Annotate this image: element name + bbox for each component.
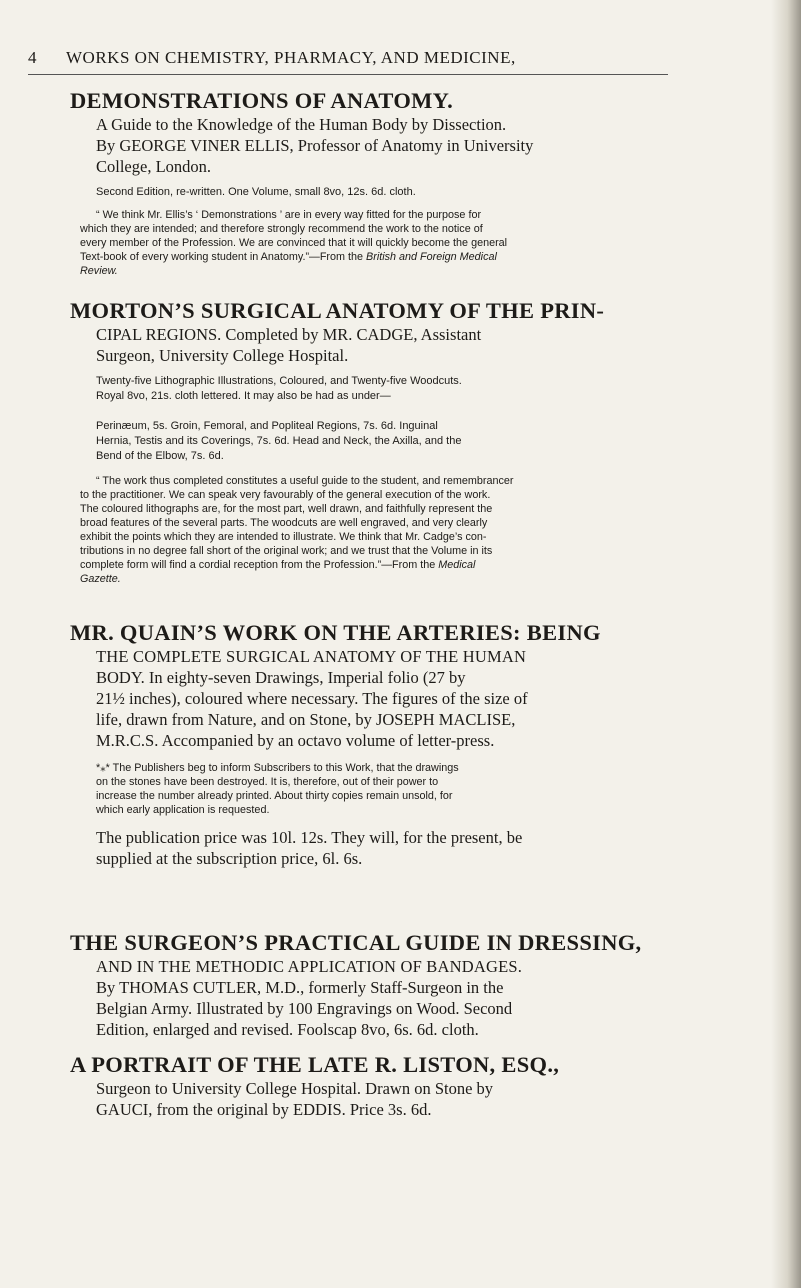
description-line: life, drawn from Nature, and on Stone, by JOSEPH MACLISE, — [96, 710, 516, 729]
review-line: complete form will find a cordial reception from the Profession.”—From the — [80, 559, 439, 571]
description-line: Surgeon to University College Hospital. Drawn on Stone by — [96, 1079, 494, 1098]
entry-title: THE SURGEON’S PRACTICAL GUIDE IN DRESSING, — [70, 930, 642, 955]
entry-quains-work-on-arteries — [70, 620, 670, 869]
edition-line: Perinæum, 5s. Groin, Femoral, and Popliteal Regions, 7s. 6d. Inguinal — [96, 420, 438, 432]
edition-line: Royal 8vo, 21s. cloth lettered. It may also be had as under— — [96, 390, 391, 402]
review-line: tributions in no degree fall short of the original work; and we trust that the Volume in its — [80, 545, 493, 557]
review-line: to the practitioner. We can speak very favourably of the general execution of the work. — [80, 489, 491, 501]
entry-title: A PORTRAIT OF THE LATE R. LISTON, ESQ., — [70, 1052, 560, 1077]
header-rule — [28, 74, 668, 75]
edition-line: Hernia, Testis and its Coverings, 7s. 6d. Head and Neck, the Axilla, and the — [96, 435, 462, 447]
running-title: WORKS ON CHEMISTRY, PHARMACY, AND MEDICINE, — [66, 48, 516, 67]
review-source: Review. — [80, 265, 118, 277]
price-line: The publication price was 10l. 12s. They will, for the present, be — [96, 828, 523, 847]
review-quote — [70, 208, 670, 278]
review-source: Medical — [438, 559, 476, 571]
description-line: A Guide to the Knowledge of the Human Body by Dissection. — [96, 115, 507, 134]
description-line: CIPAL REGIONS. Completed by MR. CADGE, Assistant — [96, 325, 482, 344]
review-line: which they are intended; and therefore strongly recommend the work to the notice of — [80, 223, 483, 235]
note-line: on the stones have been destroyed. It is, therefore, out of their power to — [96, 776, 439, 788]
entry-description — [70, 114, 670, 177]
review-line: “ We think Mr. Ellis’s ‘ Demonstrations ’ are in every way fitted for the purpose for — [96, 209, 482, 221]
running-head — [28, 48, 668, 68]
description-line: BODY. In eighty-seven Drawings, Imperial folio (27 by — [96, 668, 466, 687]
price-statement — [70, 827, 670, 869]
entry-description — [70, 1078, 670, 1120]
description-line: Surgeon, University College Hospital. — [96, 346, 349, 365]
review-quote — [70, 474, 670, 586]
review-line: “ The work thus completed constitutes a useful guide to the student, and remembrancer — [96, 475, 514, 487]
review-line: every member of the Profession. We are convinced that it will quickly become the general — [80, 237, 508, 249]
entry-description — [70, 646, 670, 751]
entry-mortons-surgical-anatomy — [70, 298, 670, 586]
description-line: Edition, enlarged and revised. Foolscap 8vo, 6s. 6d. cloth. — [96, 1020, 479, 1039]
description-line: GAUCI, from the original by EDDIS. Price 3s. 6d. — [96, 1100, 432, 1119]
description-line: College, London. — [96, 157, 212, 176]
review-line: Text-book of every working student in Anatomy.”—From the — [80, 251, 367, 263]
entry-surgeons-practical-guide — [70, 930, 670, 1040]
entry-title: DEMONSTRATIONS OF ANATOMY. — [70, 88, 454, 113]
entry-portrait-of-liston — [70, 1052, 670, 1120]
review-line: broad features of the several parts. The woodcuts are well engraved, and very clearly — [80, 517, 488, 529]
page-number: 4 — [28, 48, 37, 67]
edition-info: Second Edition, re-written. One Volume, small 8vo, 12s. 6d. cloth. — [96, 186, 416, 198]
entry-demonstrations-of-anatomy — [70, 88, 670, 278]
edition-line: Bend of the Elbow, 7s. 6d. — [96, 450, 224, 462]
description-line: 21½ inches), coloured where necessary. The figures of the size of — [96, 689, 528, 708]
edition-info — [70, 374, 670, 464]
note-line: *⁎* The Publishers beg to inform Subscribers to this Work, that the drawings — [96, 762, 459, 774]
description-line: AND IN THE METHODIC APPLICATION OF BANDAGES. — [96, 957, 523, 976]
publishers-note — [70, 761, 670, 817]
entry-title: MR. QUAIN’S WORK ON THE ARTERIES: BEING — [70, 620, 601, 645]
description-line: THE COMPLETE SURGICAL ANATOMY OF THE HUMAN — [96, 647, 527, 666]
review-source: British and Foreign Medical — [366, 251, 497, 263]
price-line: supplied at the subscription price, 6l. 6s. — [96, 849, 363, 868]
note-line: which early application is requested. — [96, 804, 270, 816]
entry-title: MORTON’S SURGICAL ANATOMY OF THE PRIN- — [70, 298, 605, 323]
review-line: exhibit the points which they are intended to illustrate. We think that Mr. Cadge’s con- — [80, 531, 487, 543]
description-line: Belgian Army. Illustrated by 100 Engravings on Wood. Second — [96, 999, 513, 1018]
entry-description — [70, 956, 670, 1040]
description-line: By GEORGE VINER ELLIS, Professor of Anatomy in University — [96, 136, 534, 155]
description-line: By THOMAS CUTLER, M.D., formerly Staff-Surgeon in the — [96, 978, 504, 997]
review-source: Gazette. — [80, 573, 121, 585]
edition-line: Twenty-five Lithographic Illustrations, Coloured, and Twenty-five Woodcuts. — [96, 375, 462, 387]
entry-description — [70, 324, 670, 366]
note-line: increase the number already printed. About thirty copies remain unsold, for — [96, 790, 453, 802]
description-line: M.R.C.S. Accompanied by an octavo volume of letter-press. — [96, 731, 495, 750]
review-line: The coloured lithographs are, for the most part, well drawn, and faithfully represent the — [80, 503, 493, 515]
